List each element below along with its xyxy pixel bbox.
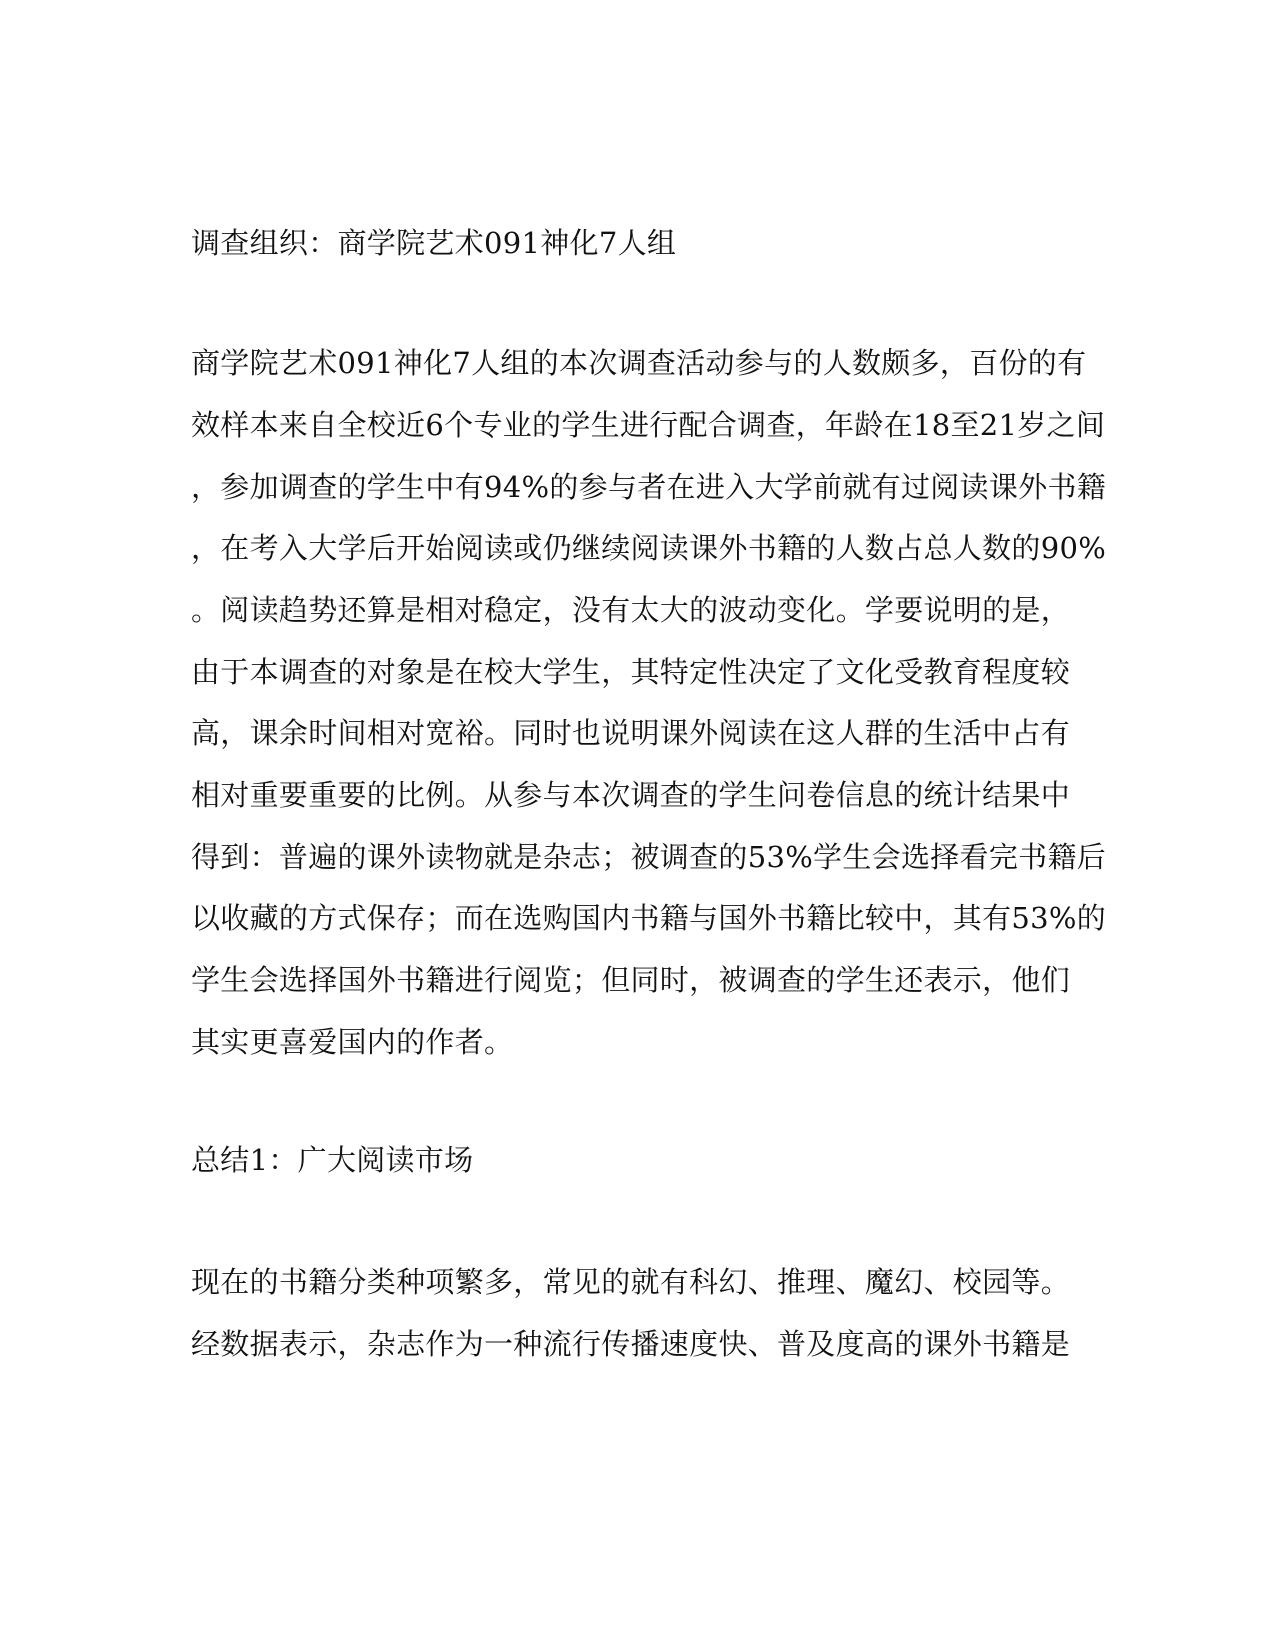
paragraph-line: 其实更喜爱国内的作者。 (191, 1025, 514, 1059)
paragraph-line: ，在考入大学后开始阅读或仍继续阅读课外书籍的人数占总人数的90% (191, 531, 1107, 565)
paragraph-line: 商学院艺术091神化7人组的本次调查活动参与的人数颇多，百份的有 (191, 346, 1087, 380)
paragraph-line: 由于本调查的对象是在校大学生，其特定性决定了文化受教育程度较 (191, 655, 1071, 689)
survey-organization-heading: 调查组织：商学院艺术091神化7人组 (191, 226, 677, 260)
summary-heading: 总结1：广大阅读市场 (191, 1143, 474, 1177)
paragraph-line: 高，课余时间相对宽裕。同时也说明课外阅读在这人群的生活中占有 (191, 716, 1071, 750)
paragraph-line: 效样本来自全校近6个专业的学生进行配合调查，年龄在18至21岁之间 (191, 408, 1106, 442)
paragraph-line: 得到：普遍的课外读物就是杂志；被调查的53%学生会选择看完书籍后 (191, 840, 1107, 874)
paragraph-line: 以收藏的方式保存；而在选购国内书籍与国外书籍比较中，其有53%的 (191, 901, 1107, 935)
paragraph-line: 。阅读趋势还算是相对稳定，没有太大的波动变化。学要说明的是， (191, 593, 1071, 627)
paragraph-line: 学生会选择国外书籍进行阅览；但同时，被调查的学生还表示，他们 (191, 963, 1071, 997)
paragraph-line: 相对重要重要的比例。从参与本次调查的学生问卷信息的统计结果中 (191, 778, 1071, 812)
paragraph-line: ，参加调查的学生中有94%的参与者在进入大学前就有过阅读课外书籍 (191, 470, 1107, 504)
paragraph-line: 现在的书籍分类种项繁多，常见的就有科幻、推理、魔幻、校园等。 (191, 1265, 1071, 1299)
paragraph-line: 经数据表示，杂志作为一种流行传播速度快、普及度高的课外书籍是 (191, 1327, 1071, 1361)
